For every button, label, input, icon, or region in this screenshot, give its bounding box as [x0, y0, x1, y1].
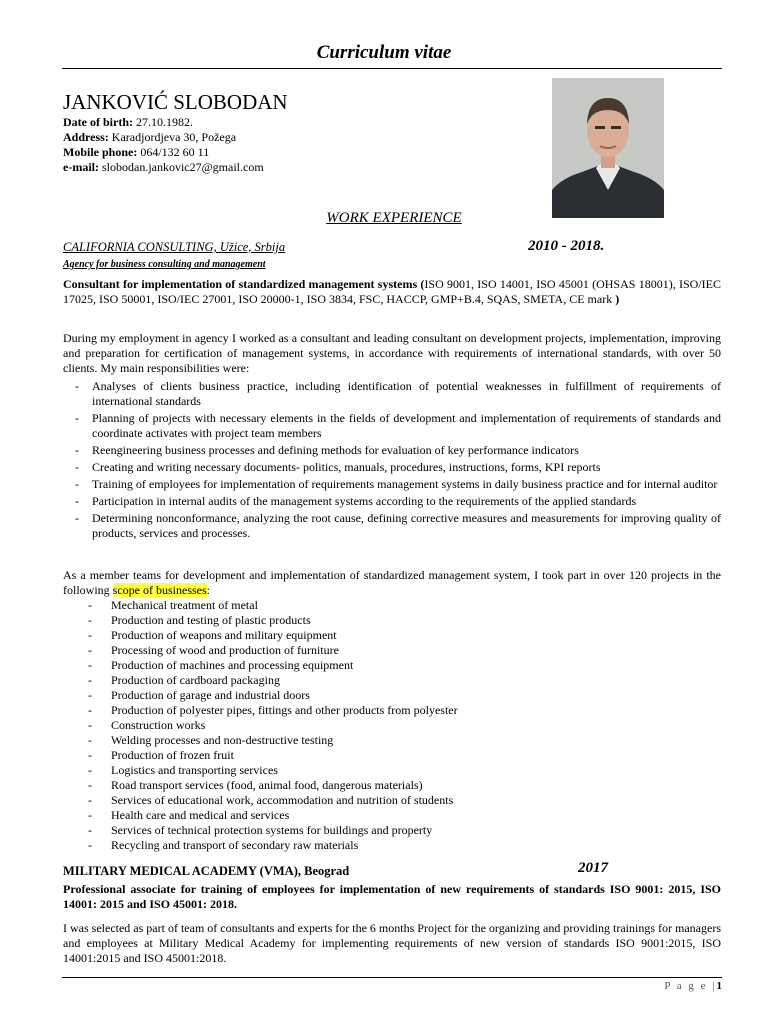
list-item: - Processing of wood and production of furniture [63, 643, 721, 658]
scope-intro-text: As a member teams for development and implementation of standardized management system, I took part in over 120 projects in the following [63, 568, 721, 597]
scope-intro [63, 568, 721, 598]
list-item: - Production of garage and industrial doors [63, 688, 721, 703]
address-value: Karadjordjeva 30, Požega [108, 130, 237, 144]
footer-rule [62, 977, 722, 978]
list-item: - Services of technical protection systems for buildings and property [63, 823, 721, 838]
list-item: - Creating and writing necessary documents- politics, manuals, procedures, instructions, forms, KPI reports [63, 460, 721, 475]
list-item: - Reengineering business processes and defining methods for evaluation of key performance indicators [63, 443, 721, 458]
job1-subtitle: Agency for business consulting and management [63, 259, 266, 270]
job2-company: MILITARY MEDICAL ACADEMY (VMA), Beograd [63, 864, 350, 878]
phone-label: Mobile phone: [63, 145, 138, 159]
job1-role-title: Consultant for implementation of standardized management systems ( [63, 277, 425, 291]
profile-photo [552, 78, 664, 218]
document-title: Curriculum vitae [316, 42, 452, 63]
job1-role-standards: ISO 9001, ISO 14001, ISO 45001 (OHSAS 18001), ISO/IEC 17025, ISO 50001, ISO/IEC 27001, ISO 20000-1, ISO 3834, FSC, HACCP, GMP+B.4, SQAS, SMETA, CE mark [63, 277, 721, 306]
scope-highlight: scope of businesses [112, 583, 207, 597]
list-item: - Analyses of clients business practice, including identification of potential weaknesses in fulfillment of requirements of international standards [63, 379, 721, 409]
job1-role [63, 277, 721, 307]
list-item: - Production of machines and processing equipment [63, 658, 721, 673]
job1-period: 2010 - 2018. [528, 238, 605, 254]
job2-period: 2017 [578, 860, 608, 876]
list-item: - Production of cardboard packaging [63, 673, 721, 688]
list-item: - Participation in internal audits of the management systems according to the requirements of the applied standards [63, 494, 721, 509]
list-item: - Health care and medical and services [63, 808, 721, 823]
address-line [63, 130, 236, 146]
section-title-work-experience: WORK EXPERIENCE [326, 210, 462, 226]
phone-value: 064/132 60 11 [137, 145, 210, 159]
job2-role: Professional associate for training of employees for implementation of new requirements of standards ISO 9001: 2015, ISO 14001: 2015 and ISO 45001: 2018. [63, 882, 721, 911]
dob-label: Date of birth: [63, 115, 133, 129]
job1-role-close: ) [615, 292, 620, 306]
dob-line [63, 115, 193, 131]
responsibilities-list [63, 379, 721, 541]
list-item: - Training of employees for implementation of requirements management systems in daily business practice and for internal auditor [63, 477, 721, 492]
page-number: 1 [716, 980, 722, 992]
page-label: P a g e | [664, 980, 717, 992]
phone-line [63, 145, 209, 161]
email-line [63, 160, 264, 176]
header-rule [62, 68, 722, 69]
list-item: - Determining nonconformance, analyzing the root cause, defining corrective measures and measurements for improving quality of products, services and processes. [63, 511, 721, 541]
job1-company: CALIFORNIA CONSULTING, Užice, Srbija [63, 240, 286, 254]
list-item: - Mechanical treatment of metal [63, 598, 721, 613]
email-label: e-mail: [63, 160, 99, 174]
job1-intro: During my employment in agency I worked as a consultant and leading consultant on development projects, implementation, improving and preparation for certification of management systems, in accordance with requirements of international standards, with over 50 clients. My main responsibilities were: [63, 331, 721, 375]
dob-value: 27.10.1982. [132, 115, 193, 129]
email-value: slobodan.jankovic27@gmail.com [98, 160, 264, 174]
list-item: - Production of frozen fruit [63, 748, 721, 763]
list-item: - Services of educational work, accommodation and nutrition of students [63, 793, 721, 808]
person-name: JANKOVIĆ SLOBODAN [63, 90, 288, 114]
list-item: - Logistics and transporting services [63, 763, 721, 778]
list-item: - Production of polyester pipes, fittings and other products from polyester [63, 703, 721, 718]
list-item: - Production of weapons and military equipment [63, 628, 721, 643]
scope-list [63, 598, 721, 853]
page-footer [664, 980, 722, 992]
address-label: Address: [63, 130, 109, 144]
list-item: - Construction works [63, 718, 721, 733]
list-item: - Road transport services (food, animal food, dangerous materials) [63, 778, 721, 793]
list-item: - Planning of projects with necessary elements in the fields of development and implementation of requirements of standards and coordinate activates with project team members [63, 411, 721, 441]
list-item: - Production and testing of plastic products [63, 613, 721, 628]
job2-description: I was selected as part of team of consultants and experts for the 6 months Project for the organizing and providing trainings for managers and employees at Military Medical Academy for implementing requirements of new version of standards ISO 9001:2015, ISO 14001:2015 and ISO 45001:2018. [63, 921, 721, 965]
list-item: - Welding processes and non-destructive testing [63, 733, 721, 748]
scope-intro-colon: : [206, 583, 210, 597]
list-item: - Recycling and transport of secondary raw materials [63, 838, 721, 853]
